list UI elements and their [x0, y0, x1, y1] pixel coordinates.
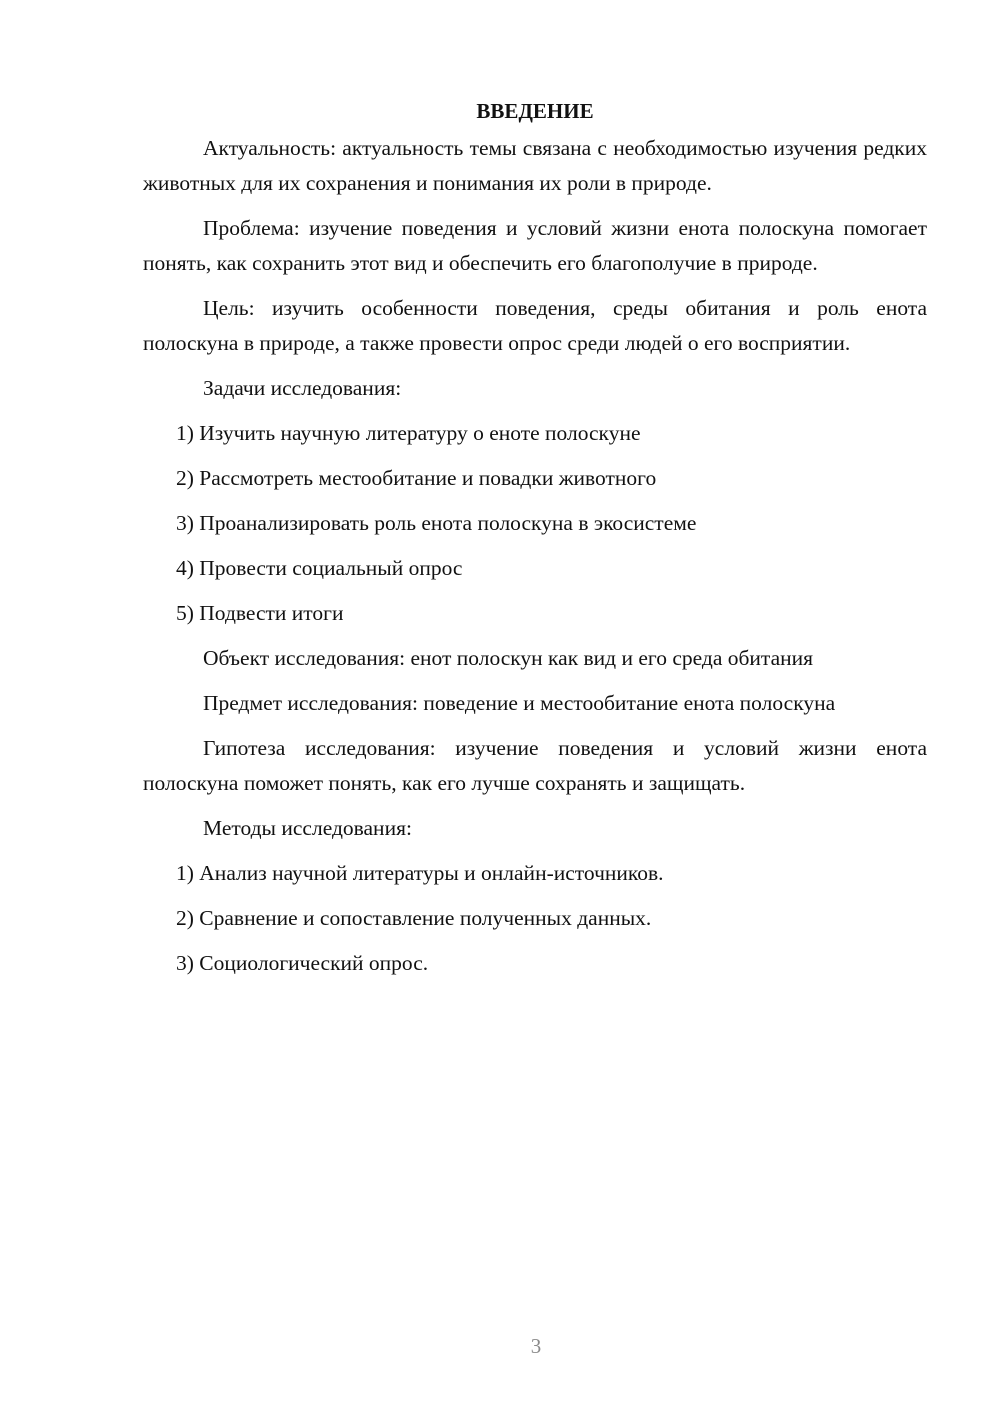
section-title: ВВЕДЕНИЕ: [476, 99, 594, 123]
task-item: 5) Подвести итоги: [176, 601, 344, 625]
task-item: 1) Изучить научную литературу о еноте полоскуне: [176, 421, 641, 445]
task-item: 2) Рассмотреть местообитание и повадки животного: [176, 466, 657, 490]
hypothesis-paragraph: Гипотеза исследования: изучение поведения и условий жизни енота полоскуна поможет понять, как его лучше сохранять и защищать.: [143, 736, 927, 795]
task-item: 3) Проанализировать роль енота полоскуна в экосистеме: [176, 511, 697, 535]
task-item: 4) Провести социальный опрос: [176, 556, 463, 580]
method-item: 3) Социологический опрос.: [176, 951, 429, 975]
relevance-paragraph: Актуальность: актуальность темы связана с необходимостью изучения редких животных для их сохранения и понимания их роли в природе.: [143, 136, 927, 195]
methods-heading: Методы исследования:: [203, 816, 412, 840]
problem-paragraph: Проблема: изучение поведения и условий жизни енота полоскуна помогает понять, как сохранить этот вид и обеспечить его благополучие в природе.: [143, 216, 927, 275]
method-item: 2) Сравнение и сопоставление полученных данных.: [176, 906, 652, 930]
document-body: [143, 94, 927, 991]
subject-paragraph: Предмет исследования: поведение и местообитание енота полоскуна: [203, 691, 836, 715]
method-item: 1) Анализ научной литературы и онлайн-источников.: [176, 861, 664, 885]
tasks-heading: Задачи исследования:: [203, 376, 402, 400]
page-number: 3: [530, 1334, 542, 1358]
object-paragraph: Объект исследования: енот полоскун как вид и его среда обитания: [203, 646, 814, 670]
goal-paragraph: Цель: изучить особенности поведения, среды обитания и роль енота полоскуна в природе, а также провести опрос среди людей о его восприятии.: [143, 296, 927, 355]
